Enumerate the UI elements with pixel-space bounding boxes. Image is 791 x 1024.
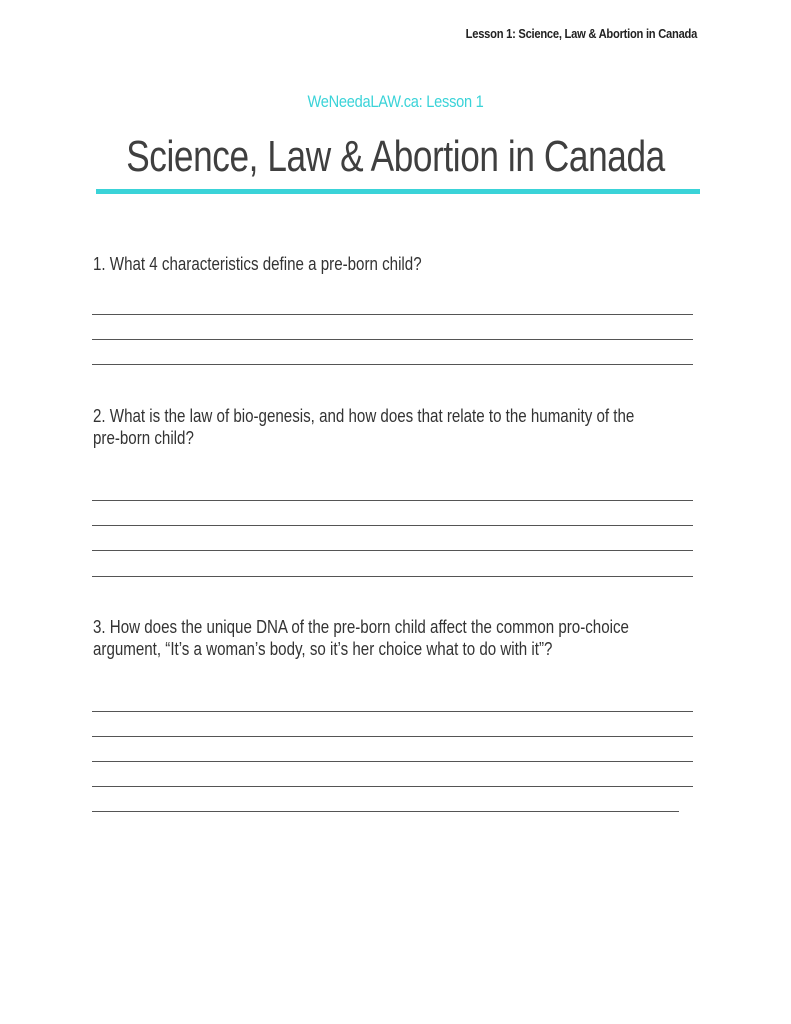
answer-line[interactable] <box>92 550 693 551</box>
title-underline-rule <box>96 189 700 194</box>
answer-line[interactable] <box>92 711 693 712</box>
answer-line[interactable] <box>92 736 693 737</box>
running-header: Lesson 1: Science, Law & Abortion in Canada <box>465 26 697 41</box>
answer-line[interactable] <box>92 500 693 501</box>
answer-line[interactable] <box>92 811 679 812</box>
answer-line[interactable] <box>92 339 693 340</box>
question-2: 2. What is the law of bio-genesis, and how does that relate to the humanity of the pre-born child? <box>93 406 635 448</box>
answer-line[interactable] <box>92 525 693 526</box>
answer-line[interactable] <box>92 314 693 315</box>
question-3: 3. How does the unique DNA of the pre-born child affect the common pro-choice argument, “It’s a woman’s body, so it’s her choice what to do with it”? <box>93 617 629 659</box>
answer-line[interactable] <box>92 761 693 762</box>
answer-line[interactable] <box>92 576 693 577</box>
answer-line[interactable] <box>92 364 693 365</box>
question-1: 1. What 4 characteristics define a pre-born child? <box>93 254 422 274</box>
site-subtitle: WeNeedaLAW.ca: Lesson 1 <box>307 92 484 111</box>
page-title: Science, Law & Abortion in Canada <box>126 132 665 181</box>
answer-line[interactable] <box>92 786 693 787</box>
